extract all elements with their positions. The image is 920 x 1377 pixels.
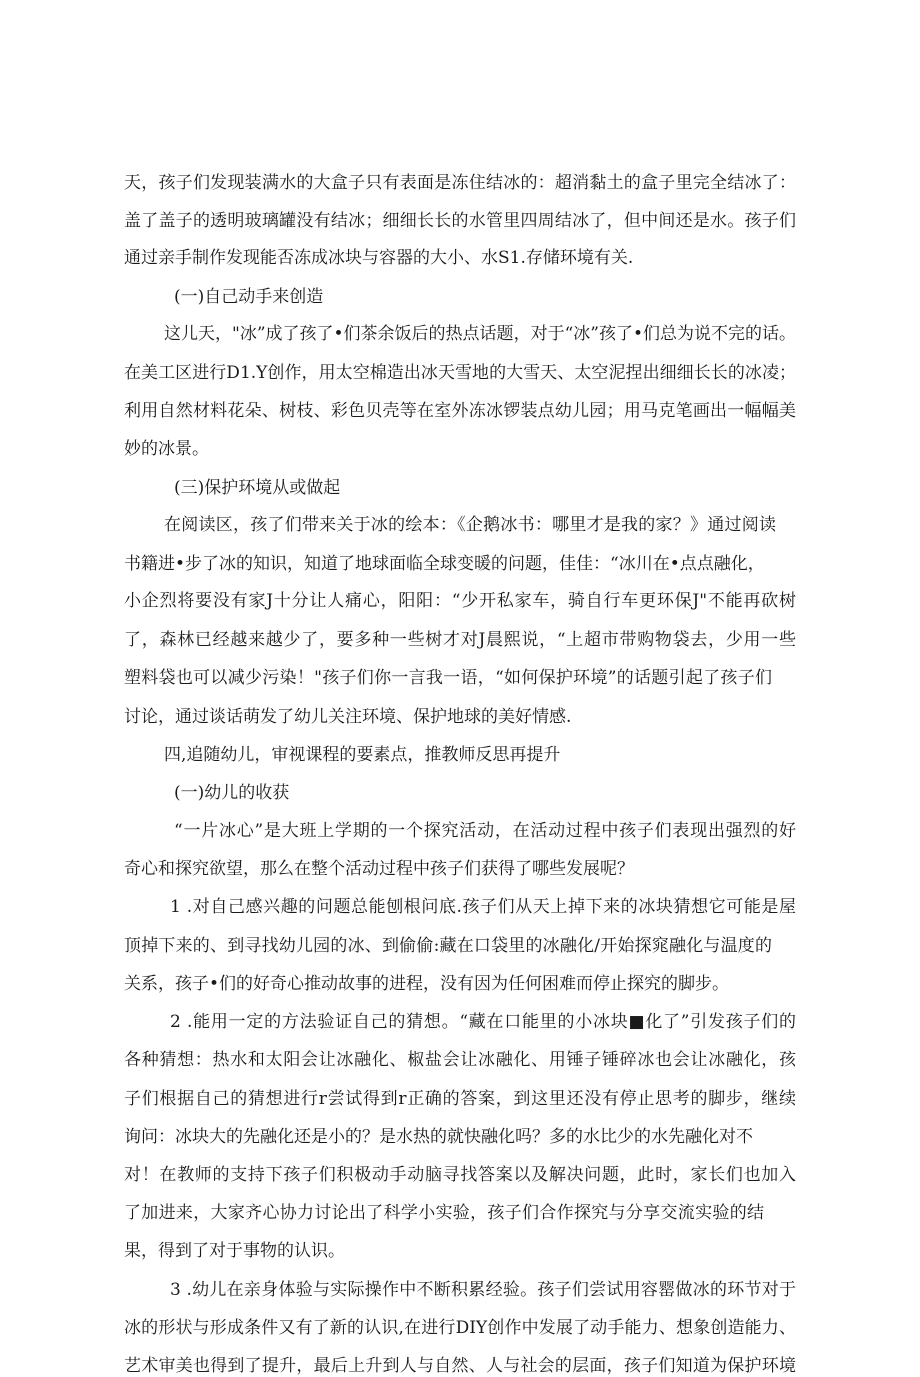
text-line: 讨论，通过谈话萌发了幼儿关注环境、保护地球的美好情感. xyxy=(124,707,572,727)
text-line: 小企烈将要没有家J十分让人痛心，阳阳：“少开私家车，骑自行车更环保J"不能再砍树 xyxy=(124,591,796,611)
text-line: 1 .对自己感兴趣的问题总能刨根问底.孩子们从天上掉下来的冰块猜想它可能是屋 xyxy=(170,897,796,917)
text-line: 子们根据自己的猜想进行r尝试得到r正确的答案，到这里还没有停止思考的脚步，继续 xyxy=(124,1089,796,1109)
section-heading: (一)幼儿的收获 xyxy=(174,783,290,803)
text-line: 询问：冰块大的先融化还是小的？是水热的就快融化吗？多的水比少的水先融化对不 xyxy=(124,1127,753,1147)
section-heading: (三)保护环境从或做起 xyxy=(174,478,341,498)
text-line: 2 .能用一定的方法验证自己的猜想。“藏在口能里的小冰块■化了”引发孩子们的 xyxy=(170,1012,796,1032)
text-line: 在阅读区，孩了们带来关于冰的绘本：《企鹅冰书：哪里才是我的家？》通过阅读 xyxy=(164,515,776,535)
text-line: 利用自然材料花朵、树枝、彩色贝壳等在室外冻冰锣装点幼儿园；用马克笔画出一幅幅美 xyxy=(124,401,796,421)
text-line: 果，得到了对于事物的认识。 xyxy=(124,1241,345,1261)
text-line: 盖了盖子的透明玻璃罐没有结冰；细细长长的水管里四周结冰了，但中间还是水。孩子们 xyxy=(124,211,796,231)
text-line: 天，孩子们发现装满水的大盒子只有表面是冻住结冰的：超消黏土的盒子里完全结冰了： xyxy=(124,173,796,193)
section-heading: (一)自己动手来创造 xyxy=(174,287,324,307)
text-line: 了加进来，大家齐心协力讨论出了科学小实验，孩子们合作探究与分享交流实验的结 xyxy=(124,1203,764,1223)
section-heading: 四,追随幼儿，审视课程的要素点，推教师反思再提升 xyxy=(164,745,561,765)
text-line: 关系，孩子•们的好奇心推动故事的进程，没有因为任何困难而停止探究的脚步。 xyxy=(124,974,730,994)
text-line: “一片冰心”是大班上学期的一个探究活动，在活动过程中孩子们表现出强烈的好 xyxy=(174,821,796,841)
text-line: 塑料袋也可以减少污染！"孩子们你一言我一语，“如何保护环境”的话题引起了孩子们 xyxy=(124,668,772,688)
text-line: 冰的形状与形成条件又有了新的认识,在进行DIY创作中发展了动手能力、想象创造能力、 xyxy=(124,1318,796,1338)
text-line: 艺术审美也得到了提升，最后上升到人与自然、人与社会的层面，孩子们知道为保护环境 xyxy=(124,1356,796,1376)
text-line: 顶掉下来的、到寻找幼儿园的冰、到偷偷:藏在口袋里的冰融化/开始探窕融化与温度的 xyxy=(124,936,772,956)
text-line: 书籍进•步了冰的知识，知道了地球面临全球变暖的问题，佳佳：“冰川在•点点融化， xyxy=(124,554,765,574)
text-line: 对！在教师的支持下孩子们积极动手动脑寻找答案以及解决问题，此时，家长们也加入 xyxy=(124,1165,796,1185)
text-line: 各种猜想：热水和太阳会让冰融化、椒盐会让冰融化、用锤子锤碎冰也会让冰融化，孩 xyxy=(124,1050,796,1070)
text-line: 这儿天，"冰”成了孩了•们茶余饭后的热点话题，对于“冰”孩了•们总为说不完的话。 xyxy=(164,324,796,344)
text-line: 在美工区进行D1.Y创作，用太空棉造出冰天雪地的大雪天、太空泥捏出细细长长的冰凌； xyxy=(124,363,796,383)
text-line: 奇心和探究欲望，那么在整个活动过程中孩子们获得了哪些发展呢？ xyxy=(124,859,634,879)
text-line: 3 .幼儿在亲身体验与实际操作中不断积累经验。孩子们尝试用容罂做冰的环节对于 xyxy=(170,1280,796,1300)
text-line: 了，森林已经越来越少了，要多种一些树才对J晨熙说，“上超市带购物袋去，少用一些 xyxy=(124,630,796,650)
text-line: 通过亲手制作发现能否冻成冰块与容器的大小、水S1.存储环境有关. xyxy=(124,248,634,268)
text-line: 妙的冰景。 xyxy=(124,439,209,459)
